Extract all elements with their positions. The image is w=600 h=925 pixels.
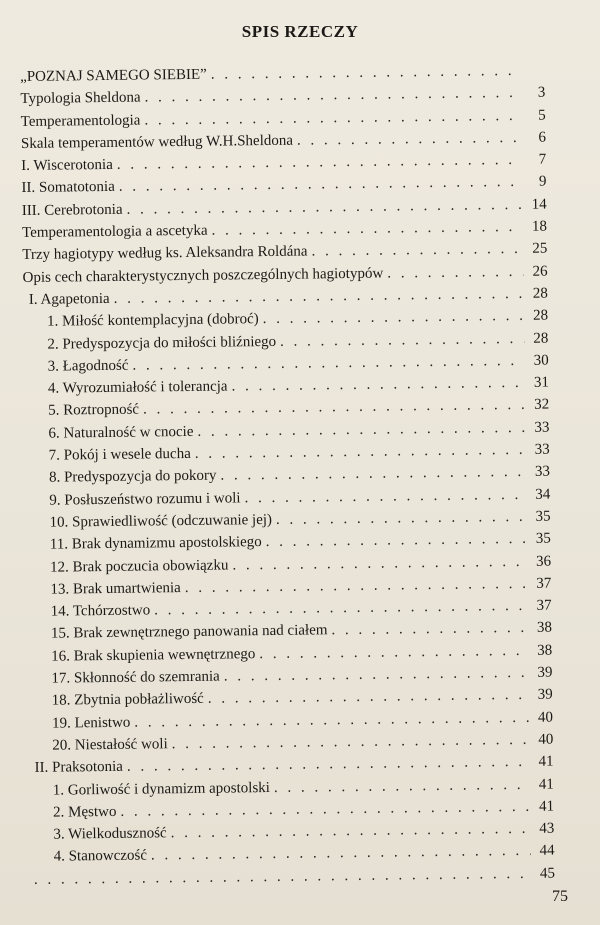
toc-entry-page: 41: [538, 798, 555, 815]
dot-leader: [387, 261, 524, 285]
dot-leader: [34, 863, 531, 891]
page-title: SPIS RZECZY: [241, 22, 359, 41]
dot-leader: [263, 305, 525, 330]
dot-leader: [297, 127, 522, 152]
toc-entry-page: 35: [535, 530, 551, 547]
toc-entry-title: Opis cech charakterystycznych poszczególnych hagiotypów: [22, 265, 384, 286]
toc-entry-title: Trzy hagiotypy według ks. Aleksandra Roldána: [22, 243, 308, 264]
toc-entry-title: 4. Wyrozumiałość i tolerancja: [47, 378, 228, 397]
toc-entry-title: 3. Łagodność: [47, 357, 129, 375]
dot-leader: [274, 773, 530, 798]
toc-entry-page: 31: [533, 374, 550, 391]
toc-entry-title: Typologia Sheldona: [20, 89, 141, 108]
toc-entry-title: 1. Miłość kontemplacyjna (dobroć): [47, 311, 259, 330]
toc-entry-page: 35: [535, 508, 551, 525]
toc-entry-page: 41: [538, 753, 554, 770]
toc-entry-page: 44: [539, 842, 555, 860]
toc-entry-title: 7. Pokój i wesele ducha: [48, 445, 191, 464]
toc-entry-page: 30: [533, 352, 549, 369]
toc-entry-title: Temperamentologia a ascetyka: [21, 222, 208, 242]
toc-entry-page: 28: [533, 330, 549, 347]
toc-entry-title: 3. Wielkoduszność: [53, 825, 167, 843]
toc-entry-page: 14: [531, 196, 547, 213]
toc-entry-page: 40: [537, 709, 554, 726]
toc-entry-page: 36: [535, 553, 552, 570]
toc-entry-page: 25: [532, 240, 548, 258]
toc-entry-title: 13. Brak umartwienia: [50, 579, 181, 598]
dot-leader: [259, 640, 528, 666]
toc-entry-page: 9: [538, 174, 547, 191]
toc-entry-title: 16. Brak skupienia wewnętrznego: [51, 645, 256, 665]
toc-entry-title: 14. Tchórzostwo: [50, 602, 151, 620]
toc-entry-page: 6: [538, 129, 547, 146]
toc-entry-title: 8. Predyspozycja do pokory: [48, 467, 217, 487]
toc-entry-title: 6. Naturalność w cnocie: [48, 423, 194, 442]
table-of-contents: [20, 60, 555, 891]
toc-entry-title: „POZNAJ SAMEGO SIEBIE”: [20, 66, 207, 85]
toc-entry-title: 11. Brak dynamizmu apostolskiego: [49, 534, 262, 553]
toc-entry-page: 37: [536, 597, 552, 614]
toc-entry-title: I. Wiscerotonia: [21, 157, 113, 175]
toc-entry-page: 28: [532, 285, 548, 302]
toc-entry-page: 7: [538, 151, 547, 168]
toc-entry-page: 5: [538, 107, 546, 124]
toc-entry-title: II. Somatotonia: [21, 179, 115, 197]
page-number: 75: [552, 888, 568, 905]
toc-entry-page: 39: [537, 686, 553, 704]
toc-entry-title: 1. Gorliwość i dynamizm apostolski: [52, 779, 270, 799]
toc-entry-title: Skala temperamentów według W.H.Sheldona: [20, 132, 294, 152]
toc-entry-title: 20. Niestałość woli: [52, 736, 168, 754]
toc-entry-page: 34: [535, 486, 551, 503]
toc-entry-page: 37: [536, 575, 552, 592]
toc-entry-title: 19. Lenistwo: [51, 714, 131, 732]
toc-entry-title: 12. Brak poczucia obowiązku: [50, 557, 229, 576]
toc-entry-title: 2. Predyspozycja do miłości bliźniego: [47, 333, 277, 353]
toc-entry-title: 15. Brak zewnętrznego panowania nad ciałem: [50, 622, 328, 643]
toc-entry-page: 3: [537, 84, 546, 101]
toc-entry-title: III. Cerebrotonia: [21, 201, 123, 219]
dot-leader: [280, 327, 525, 352]
toc-entry-page: 38: [536, 619, 553, 637]
dot-leader: [266, 528, 527, 553]
toc-entry-title: 10. Sprawiedliwość (odczuwanie jej): [49, 511, 273, 531]
toc-entry-page: 38: [537, 642, 553, 659]
toc-entry-title: I. Agapetonia: [28, 290, 110, 308]
dot-leader: [311, 238, 523, 263]
toc-entry-page: 33: [534, 419, 550, 436]
toc-entry-page: 40: [538, 731, 554, 748]
toc-entry-page: 43: [539, 820, 555, 837]
toc-entry-page: 39: [537, 664, 553, 681]
toc-entry-title: 17. Skłonność do szemrania: [51, 668, 220, 687]
toc-entry-page: 18: [531, 218, 548, 235]
toc-entry-page: 32: [534, 397, 550, 414]
dot-leader: [331, 617, 528, 642]
toc-entry-title: 5. Roztropność: [48, 402, 140, 420]
toc-entry-title: II. Praksotonia: [34, 758, 123, 777]
toc-entry-page: 41: [538, 776, 554, 793]
toc-entry-title: Temperamentologia: [20, 112, 141, 130]
toc-entry-title: 2. Męstwo: [53, 803, 117, 821]
toc-entry-title: 9. Posłuszeństwo rozumu i woli: [49, 489, 241, 509]
toc-entry-page: 45: [539, 865, 555, 882]
toc-entry-title: 18. Zbytnia pobłażliwość: [51, 691, 204, 709]
toc-entry-page: 26: [532, 263, 548, 280]
toc-entry-title: 4. Stanowczość: [53, 847, 148, 866]
dot-leader: [276, 506, 527, 531]
toc-entry-page: 28: [532, 307, 549, 325]
toc-entry-page: 33: [534, 463, 551, 481]
toc-entry-page: 33: [534, 441, 550, 458]
